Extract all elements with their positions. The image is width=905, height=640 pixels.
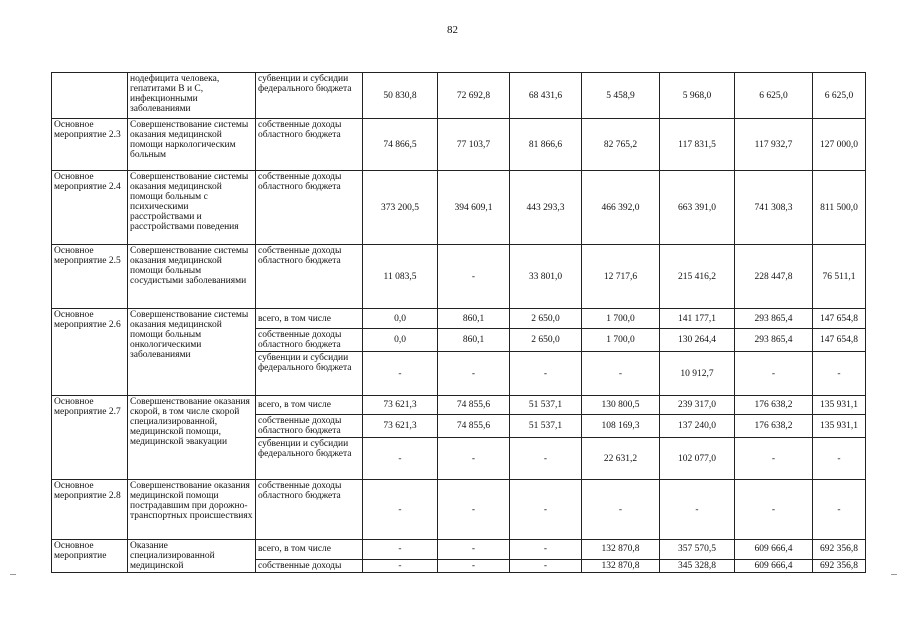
value-cell: -	[438, 540, 510, 560]
value-cell: 741 308,3	[735, 171, 813, 245]
value-cell: 76 511,1	[813, 245, 866, 309]
description-cell: Совершенствование системы оказания медицинской помощи больным сосудистыми заболеваниями	[128, 245, 256, 309]
value-cell: -	[735, 438, 813, 480]
value-cell: 135 931,1	[813, 415, 866, 438]
funding-source-cell: собственные доходы областного бюджета	[256, 480, 363, 540]
value-cell: -	[438, 480, 510, 540]
description-cell: Совершенствование системы оказания медицинской помощи наркологическим больным	[128, 119, 256, 171]
value-cell: -	[813, 480, 866, 540]
funding-table-container	[51, 72, 866, 573]
value-cell: 0,0	[363, 309, 438, 329]
funding-source-cell: собственные доходы областного бюджета	[256, 119, 363, 171]
value-cell: 51 537,1	[510, 396, 582, 415]
value-cell: -	[438, 438, 510, 480]
value-cell: -	[510, 540, 582, 560]
value-cell: 12 717,6	[582, 245, 660, 309]
value-cell: 72 692,8	[438, 73, 510, 119]
value-cell: 117 932,7	[735, 119, 813, 171]
value-cell: -	[813, 352, 866, 396]
value-cell: 293 865,4	[735, 309, 813, 329]
value-cell: -	[363, 480, 438, 540]
value-cell: 176 638,2	[735, 396, 813, 415]
event-cell: Основное мероприятие 2.5	[52, 245, 128, 309]
value-cell: 102 077,0	[660, 438, 735, 480]
table-row	[52, 480, 866, 540]
table-row	[52, 73, 866, 119]
value-cell: 609 666,4	[735, 540, 813, 560]
value-cell: 132 870,8	[582, 540, 660, 560]
funding-source-cell: собственные доходы областного бюджета	[256, 245, 363, 309]
value-cell: 74 855,6	[438, 415, 510, 438]
value-cell: 68 431,6	[510, 73, 582, 119]
value-cell: 77 103,7	[438, 119, 510, 171]
table-row	[52, 245, 866, 309]
value-cell: 130 264,4	[660, 329, 735, 352]
value-cell: -	[582, 352, 660, 396]
table-row	[52, 540, 866, 560]
value-cell: 5 968,0	[660, 73, 735, 119]
value-cell: -	[582, 480, 660, 540]
funding-source-cell: субвенции и субсидии федерального бюджета	[256, 352, 363, 396]
value-cell: -	[438, 352, 510, 396]
funding-source-cell: собственные доходы областного бюджета	[256, 171, 363, 245]
description-cell: Совершенствование оказания медицинской помощи пострадавшим при дорожно-транспортных происшествиях	[128, 480, 256, 540]
funding-source-cell: собственные доходы областного бюджета	[256, 329, 363, 352]
value-cell: 5 458,9	[582, 73, 660, 119]
event-cell: Основное мероприятие 2.7	[52, 396, 128, 480]
event-cell	[52, 73, 128, 119]
funding-table	[51, 72, 866, 573]
value-cell: 6 625,0	[813, 73, 866, 119]
value-cell: 11 083,5	[363, 245, 438, 309]
value-cell: 239 317,0	[660, 396, 735, 415]
event-cell: Основное мероприятие 2.4	[52, 171, 128, 245]
value-cell: 132 870,8	[582, 559, 660, 572]
value-cell: 663 391,0	[660, 171, 735, 245]
value-cell: -	[510, 352, 582, 396]
value-cell: 811 500,0	[813, 171, 866, 245]
value-cell: 74 855,6	[438, 396, 510, 415]
value-cell: -	[510, 438, 582, 480]
table-row	[52, 309, 866, 329]
description-cell: Совершенствование оказания скорой, в том числе скорой специализированной, медицинской помощи, медицинской эвакуации	[128, 396, 256, 480]
funding-source-cell: субвенции и субсидии федерального бюджета	[256, 73, 363, 119]
value-cell: 1 700,0	[582, 309, 660, 329]
value-cell: 108 169,3	[582, 415, 660, 438]
value-cell: 443 293,3	[510, 171, 582, 245]
value-cell: 394 609,1	[438, 171, 510, 245]
value-cell: 147 654,8	[813, 309, 866, 329]
value-cell: 137 240,0	[660, 415, 735, 438]
value-cell: 357 570,5	[660, 540, 735, 560]
value-cell: -	[363, 540, 438, 560]
value-cell: 466 392,0	[582, 171, 660, 245]
value-cell: -	[813, 438, 866, 480]
value-cell: -	[363, 352, 438, 396]
table-row	[52, 119, 866, 171]
value-cell: 22 631,2	[582, 438, 660, 480]
funding-source-cell: всего, в том числе	[256, 309, 363, 329]
funding-source-cell: субвенции и субсидии федерального бюджета	[256, 438, 363, 480]
value-cell: 73 621,3	[363, 415, 438, 438]
value-cell: -	[735, 352, 813, 396]
event-cell: Основное мероприятие	[52, 540, 128, 573]
description-cell: нодефицита человека, гепатитами B и C, инфекционными заболеваниями	[128, 73, 256, 119]
value-cell: 860,1	[438, 329, 510, 352]
event-cell: Основное мероприятие 2.3	[52, 119, 128, 171]
value-cell: 860,1	[438, 309, 510, 329]
value-cell: 2 650,0	[510, 309, 582, 329]
value-cell: 73 621,3	[363, 396, 438, 415]
value-cell: 692 356,8	[813, 540, 866, 560]
funding-source-cell: всего, в том числе	[256, 396, 363, 415]
funding-source-cell: собственные доходы	[256, 559, 363, 572]
value-cell: 10 912,7	[660, 352, 735, 396]
margin-mark	[891, 574, 897, 575]
description-cell: Совершенствование системы оказания медицинской помощи больным с психическими расстройствами и расстройствами поведения	[128, 171, 256, 245]
value-cell: 50 830,8	[363, 73, 438, 119]
value-cell: 141 177,1	[660, 309, 735, 329]
table-row	[52, 396, 866, 415]
funding-source-cell: всего, в том числе	[256, 540, 363, 560]
value-cell: -	[438, 245, 510, 309]
value-cell: 215 416,2	[660, 245, 735, 309]
value-cell: 6 625,0	[735, 73, 813, 119]
event-cell: Основное мероприятие 2.8	[52, 480, 128, 540]
value-cell: 373 200,5	[363, 171, 438, 245]
value-cell: 692 356,8	[813, 559, 866, 572]
value-cell: 176 638,2	[735, 415, 813, 438]
value-cell: 0,0	[363, 329, 438, 352]
value-cell: -	[363, 559, 438, 572]
margin-mark	[10, 574, 16, 575]
value-cell: -	[510, 480, 582, 540]
value-cell: -	[735, 480, 813, 540]
value-cell: -	[510, 559, 582, 572]
value-cell: -	[438, 559, 510, 572]
table-row	[52, 171, 866, 245]
description-cell: Оказание специализированной медицинской	[128, 540, 256, 573]
value-cell: 609 666,4	[735, 559, 813, 572]
value-cell: 33 801,0	[510, 245, 582, 309]
value-cell: -	[363, 438, 438, 480]
description-cell: Совершенствование системы оказания медицинской помощи больным онкологическими заболеваниями	[128, 309, 256, 396]
value-cell: 51 537,1	[510, 415, 582, 438]
event-cell: Основное мероприятие 2.6	[52, 309, 128, 396]
value-cell: 81 866,6	[510, 119, 582, 171]
value-cell: 345 328,8	[660, 559, 735, 572]
value-cell: 130 800,5	[582, 396, 660, 415]
value-cell: 74 866,5	[363, 119, 438, 171]
value-cell: 117 831,5	[660, 119, 735, 171]
funding-source-cell: собственные доходы областного бюджета	[256, 415, 363, 438]
page-number: 82	[447, 24, 458, 36]
value-cell: 135 931,1	[813, 396, 866, 415]
value-cell: 2 650,0	[510, 329, 582, 352]
value-cell: 127 000,0	[813, 119, 866, 171]
value-cell: 1 700,0	[582, 329, 660, 352]
value-cell: -	[660, 480, 735, 540]
value-cell: 82 765,2	[582, 119, 660, 171]
value-cell: 147 654,8	[813, 329, 866, 352]
value-cell: 293 865,4	[735, 329, 813, 352]
value-cell: 228 447,8	[735, 245, 813, 309]
